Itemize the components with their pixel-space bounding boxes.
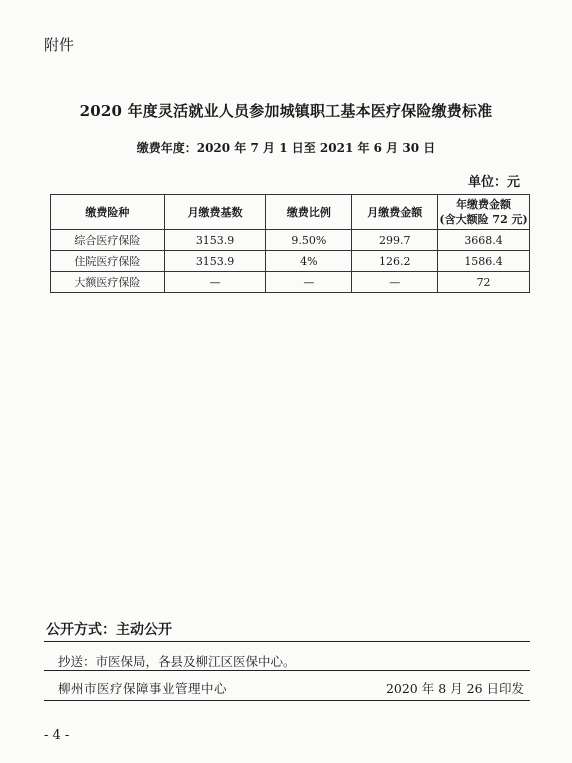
table-row <box>51 230 530 251</box>
table-row <box>51 272 530 293</box>
cell-insurance-type: 住院医疗保险 <box>51 251 165 272</box>
divider-line <box>44 700 530 701</box>
cc-recipients: 抄送：市医保局，各县及柳江区医保中心。 <box>58 654 296 669</box>
payment-period: 缴费年度：2020 年 7 月 1 日至 2021 年 6 月 30 日 <box>136 141 436 155</box>
unit-label: 单位：元 <box>467 175 520 190</box>
cell-annual-amount: 3668.4 <box>438 230 530 251</box>
header-monthly-amount: 月缴费金额 <box>352 195 438 230</box>
cell-insurance-type: 大额医疗保险 <box>51 272 165 293</box>
cell-rate: 4% <box>266 251 352 272</box>
divider-line <box>44 670 530 671</box>
table-row <box>51 251 530 272</box>
issuing-authority: 柳州市医疗保障事业管理中心 <box>58 681 228 696</box>
page-number: - 4 - <box>44 728 70 743</box>
cell-monthly-base: 3153.9 <box>164 230 266 251</box>
table-header-row <box>51 195 530 230</box>
header-monthly-base: 月缴费基数 <box>164 195 266 230</box>
divider-line <box>44 641 530 642</box>
issue-date: 2020 年 8 月 26 日印发 <box>385 681 524 696</box>
header-annual-amount-line2: (含大额险 72 元) <box>439 213 528 226</box>
cell-rate: 9.50% <box>266 230 352 251</box>
cell-monthly-amount: 299.7 <box>352 230 438 251</box>
cell-monthly-base: — <box>164 272 266 293</box>
cell-monthly-base: 3153.9 <box>164 251 266 272</box>
document-title: 2020 年度灵活就业人员参加城镇职工基本医疗保险缴费标准 <box>79 102 493 120</box>
header-rate: 缴费比例 <box>266 195 352 230</box>
attachment-label: 附件 <box>44 36 75 54</box>
header-insurance-type: 缴费险种 <box>51 195 165 230</box>
public-mode: 公开方式：主动公开 <box>46 622 172 638</box>
fee-standard-table <box>50 194 530 293</box>
cell-monthly-amount: 126.2 <box>352 251 438 272</box>
cell-annual-amount: 1586.4 <box>438 251 530 272</box>
header-annual-amount-line1: 年缴费金额 <box>456 198 512 211</box>
cell-insurance-type: 综合医疗保险 <box>51 230 165 251</box>
cell-rate: — <box>266 272 352 293</box>
cell-monthly-amount: — <box>352 272 438 293</box>
cell-annual-amount: 72 <box>438 272 530 293</box>
header-annual-amount <box>438 195 530 230</box>
